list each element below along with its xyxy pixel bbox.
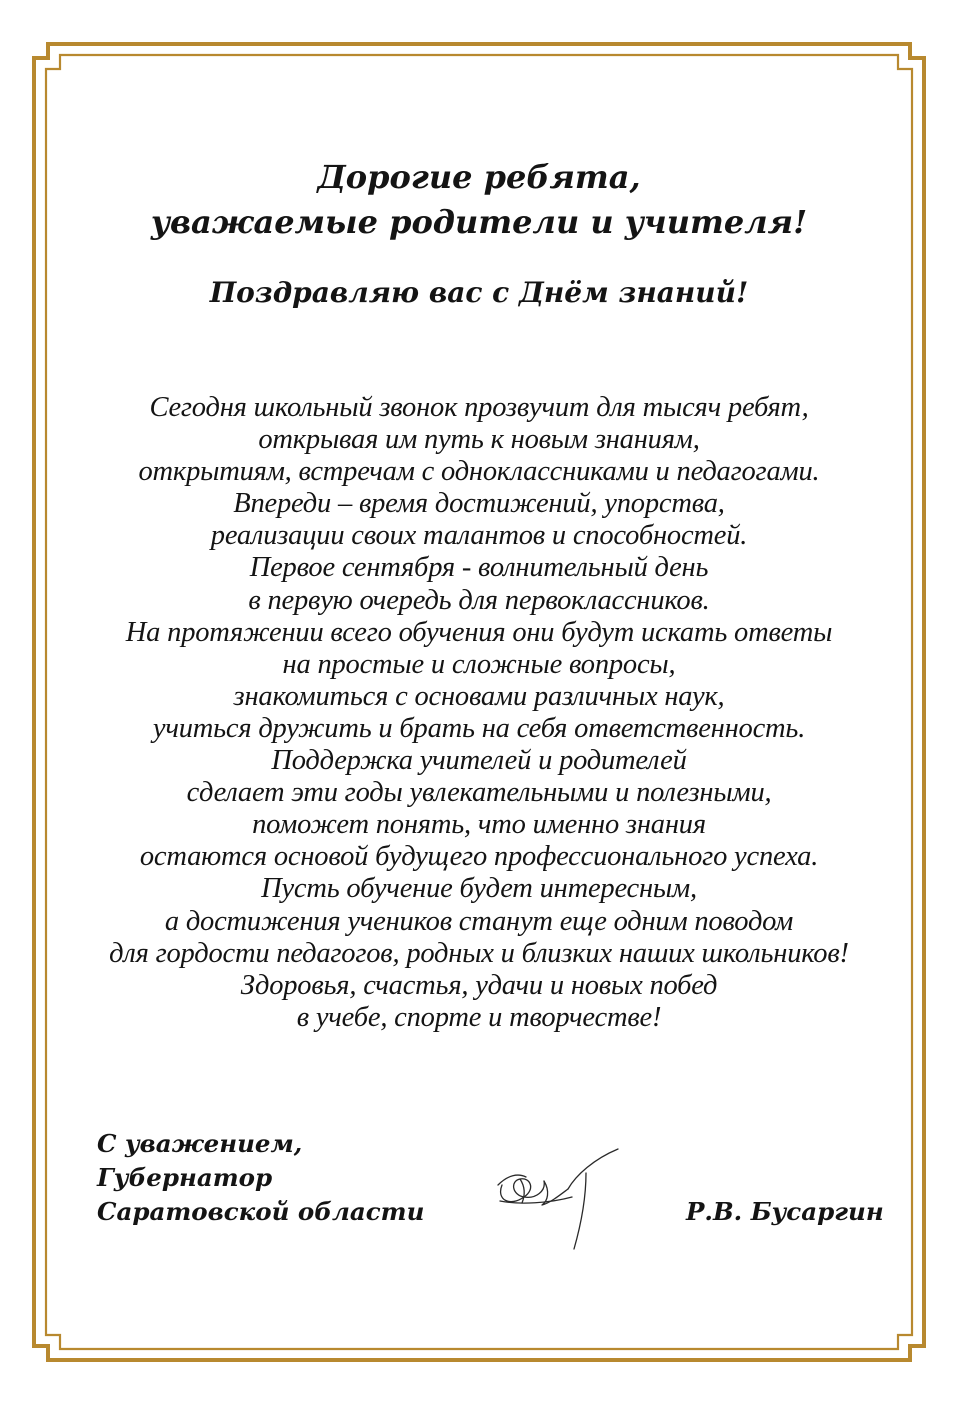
body-line: сделает эти годы увлекательными и полезными,: [186, 777, 772, 809]
letter-body: [60, 392, 898, 1034]
greeting-line-1: Дорогие ребята,: [317, 158, 641, 196]
congratulation-heading: Поздравляю вас с Днём знаний!: [209, 276, 749, 309]
body-line: а достижения учеников станут еще одним поводом: [164, 905, 794, 937]
body-line: в учебе, спорте и творчестве!: [296, 1001, 662, 1033]
body-line: Сегодня школьный звонок прозвучит для тысяч ребят,: [149, 392, 809, 423]
closing-position: Губернатор: [97, 1163, 273, 1192]
body-line: на простые и сложные вопросы,: [282, 648, 676, 680]
body-line: открывая им путь к новым знаниям,: [258, 424, 700, 456]
body-line: в первую очередь для первоклассников.: [248, 584, 710, 616]
body-line: Пусть обучение будет интересным,: [261, 873, 697, 905]
body-line: Поддержка учителей и родителей: [271, 745, 687, 777]
closing-regards: С уважением,: [97, 1129, 303, 1158]
body-line: поможет понять, что именно знания: [252, 809, 706, 841]
closing-block: [97, 1127, 424, 1229]
handwritten-signature: [490, 1145, 640, 1255]
body-line: для гордости педагогов, родных и близких наших школьников!: [109, 937, 849, 969]
body-line: учиться дружить и брать на себя ответственность.: [152, 712, 806, 744]
body-line: открытиям, встречам с одноклассниками и педагогами.: [138, 456, 820, 488]
body-line: знакомиться с основами различных наук,: [233, 680, 725, 712]
body-line: реализации своих талантов и способностей.: [210, 520, 748, 552]
greeting-line-2: уважаемые родители и учителя!: [150, 203, 808, 241]
body-line: Впереди – время достижений, упорства,: [233, 488, 725, 520]
signer-name: Р.В. Бусаргин: [686, 1197, 884, 1226]
body-line: остаются основой будущего профессионального успеха.: [139, 841, 819, 873]
body-line: Первое сентября - волнительный день: [249, 552, 709, 584]
letter-content: [60, 60, 898, 1343]
body-line: На протяжении всего обучения они будут искать ответы: [125, 616, 833, 648]
body-line: Здоровья, счастья, удачи и новых побед: [240, 969, 718, 1001]
closing-region: Саратовской области: [97, 1197, 425, 1226]
